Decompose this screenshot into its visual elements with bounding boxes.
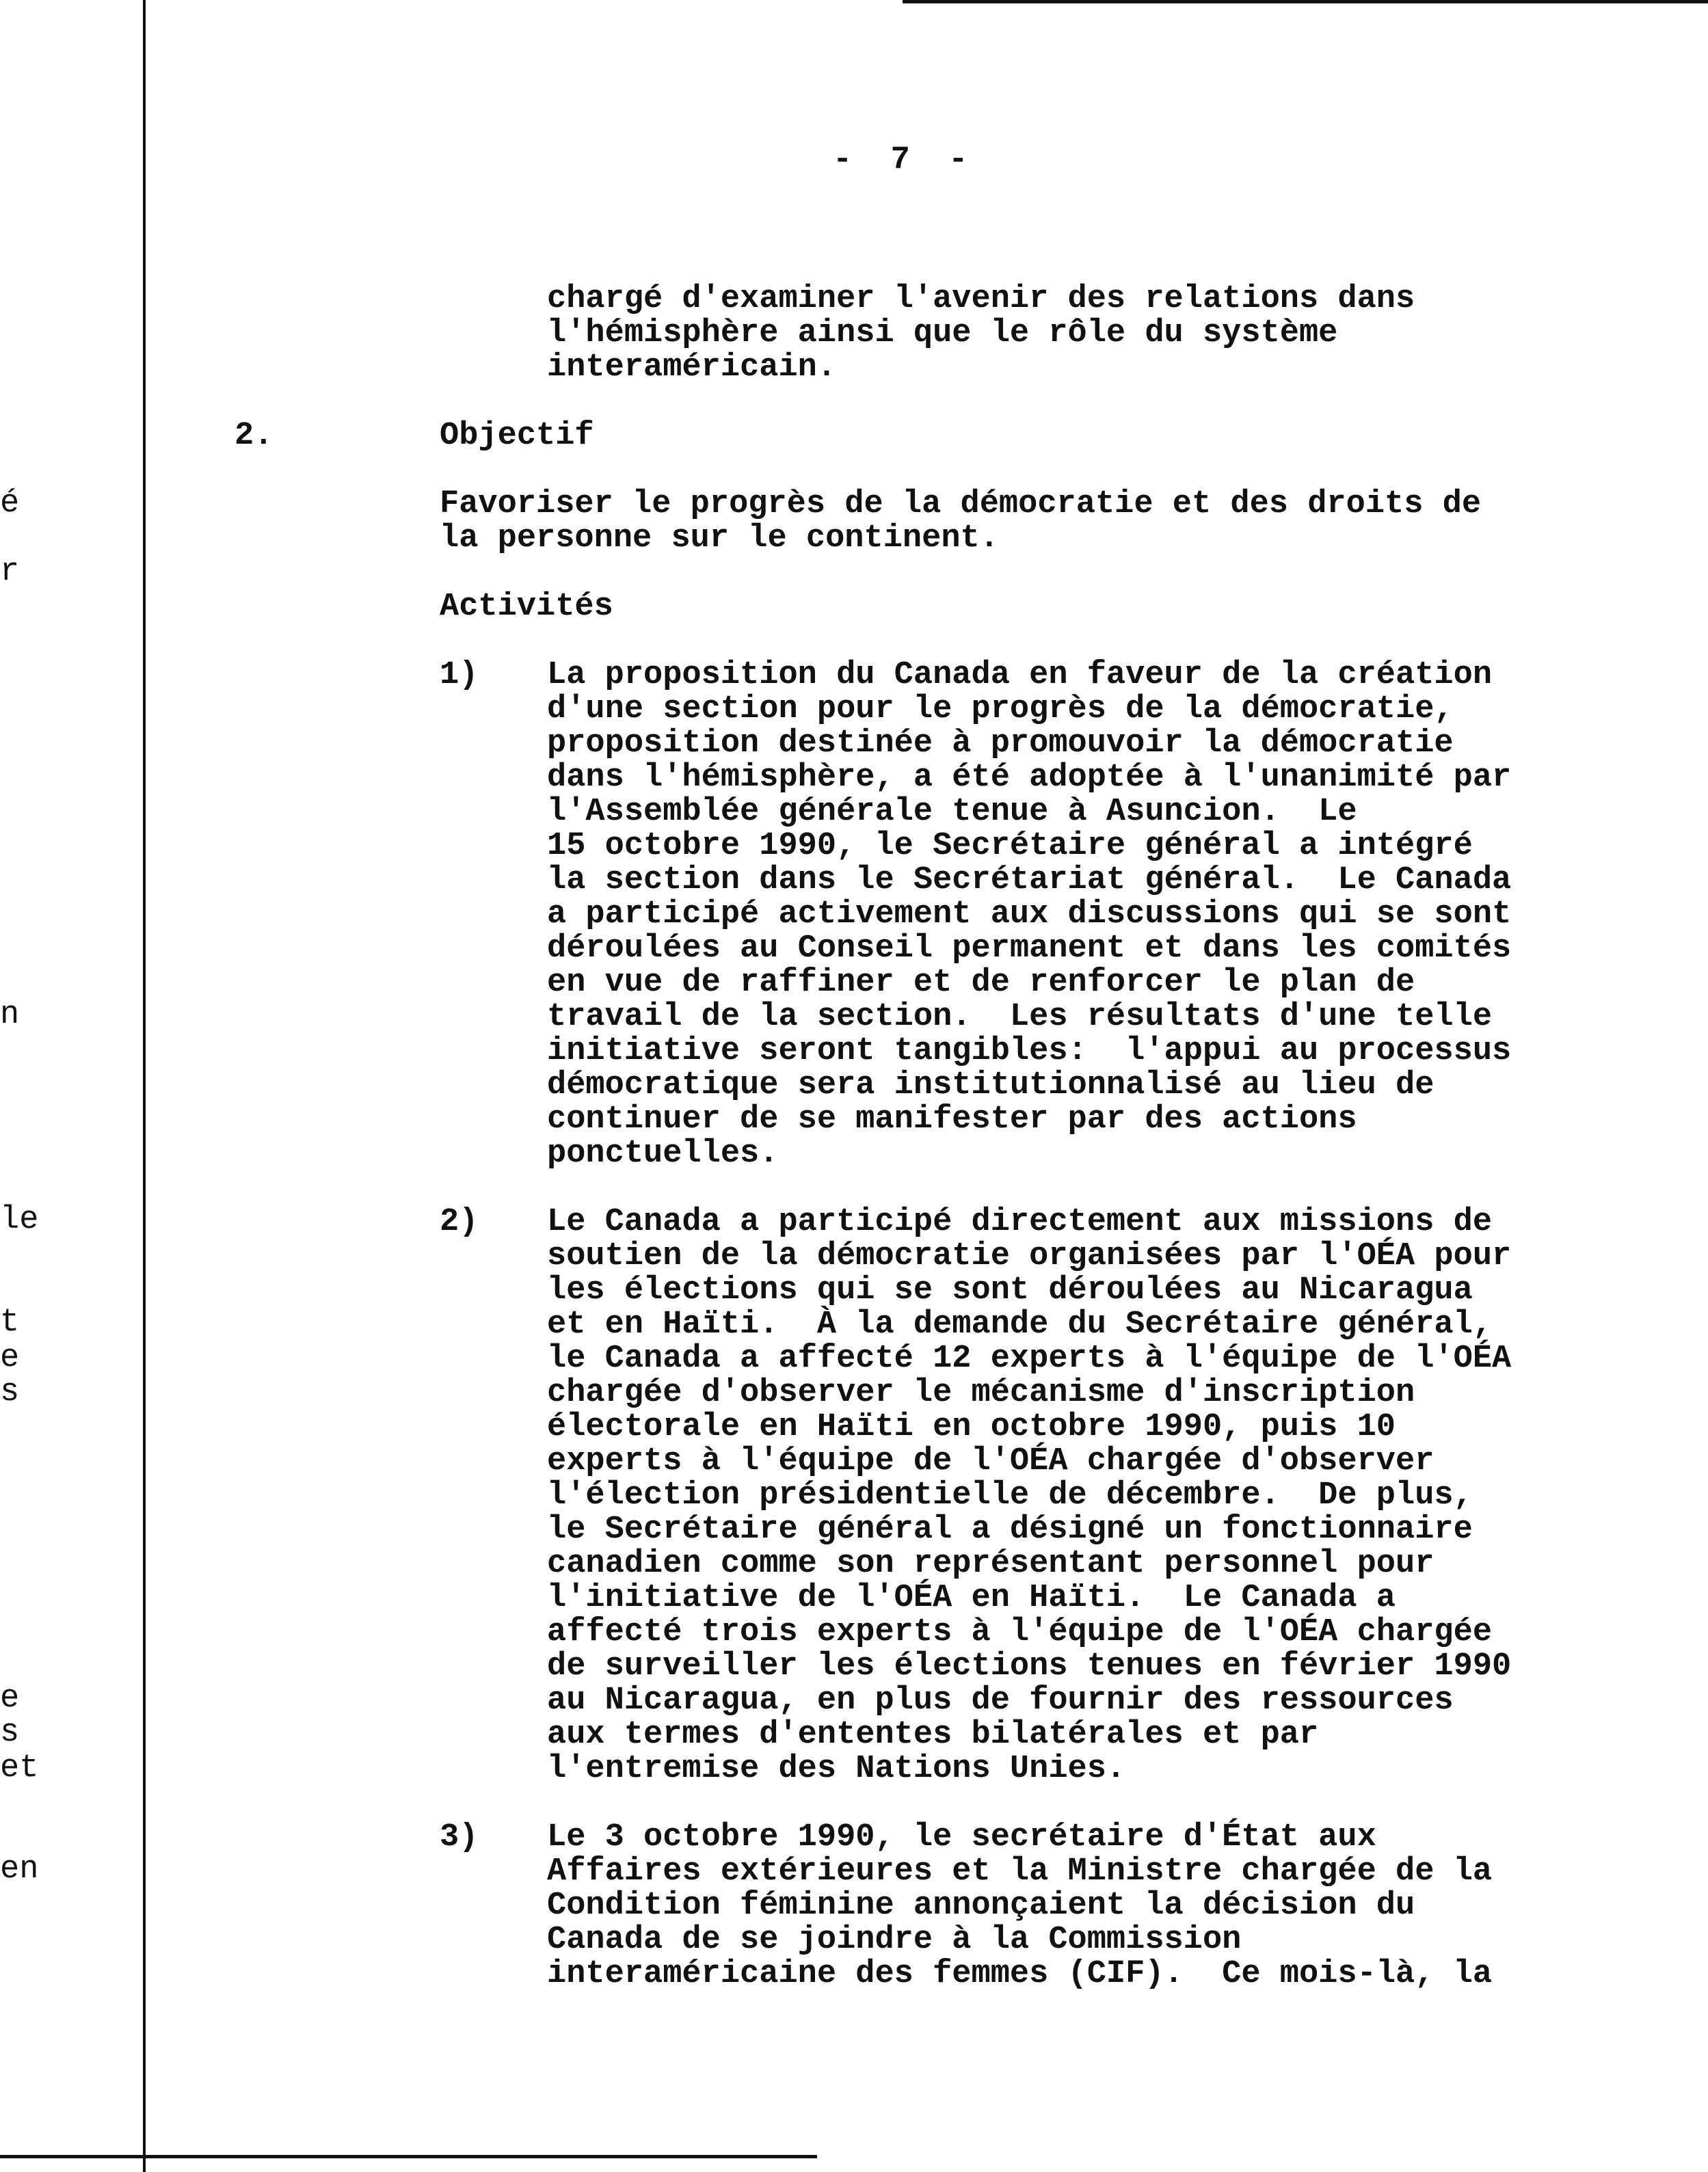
bottom-border-line [0,2155,817,2158]
activity-marker: 1) [440,657,479,693]
activity-line: l'élection présidentielle de décembre. De plus, [547,1477,1473,1514]
activity-line: Condition féminine annonçaient la décision du [547,1888,1415,1924]
activity-line: dans l'hémisphère, a été adoptée à l'unanimité par [547,760,1512,796]
activity-line: en vue de raffiner et de renforcer le plan de [547,965,1415,1001]
activity-line: soutien de la démocratie organisées par l'OÉA pour [547,1238,1512,1274]
activity-line: initiative seront tangibles: l'appui au processus [547,1033,1512,1069]
activity-line: interaméricaine des femmes (CIF). Ce mois-là, la [547,1956,1493,1992]
activity-line: travail de la section. Les résultats d'une telle [547,999,1493,1035]
margin-fragment: s [0,1374,20,1410]
margin-fragment: et [0,1750,39,1786]
activity-marker: 3) [440,1819,479,1855]
activity-line: et en Haïti. À la demande du Secrétaire général, [547,1306,1493,1343]
activity-line: l'initiative de l'OÉA en Haïti. Le Canada a [547,1580,1396,1616]
activity-line: les élections qui se sont déroulées au Nicaragua [547,1272,1473,1309]
activity-line: experts à l'équipe de l'OÉA chargée d'observer [547,1443,1435,1479]
intro-line: l'hémisphère ainsi que le rôle du système [547,315,1338,351]
activity-paragraph [547,658,1511,1171]
activity-line: déroulées au Conseil permanent et dans les comités [547,930,1512,967]
margin-fragment: t [0,1304,20,1341]
activity-line: le Secrétaire général a désigné un fonctionnaire [547,1512,1473,1548]
top-border-line [903,0,1708,3]
activity-line: affecté trois experts à l'équipe de l'OÉA chargée [547,1614,1493,1650]
activity-marker: 2) [440,1204,479,1240]
section-title: Objectif [440,418,594,454]
margin-fragment: le [0,1202,39,1238]
margin-fragment: e [0,1340,20,1376]
intro-paragraph [547,282,1415,385]
activity-line: la section dans le Secrétariat général. Le Canada [547,862,1512,898]
activity-line: Le Canada a participé directement aux missions de [547,1204,1493,1240]
activity-line: d'une section pour le progrès de la démocratie, [547,691,1454,727]
intro-line: chargé d'examiner l'avenir des relations dans [547,281,1415,317]
section-number: 2. [235,418,273,454]
activities-heading: Activités [440,589,613,625]
margin-fragment: n [0,997,20,1033]
activity-paragraph [547,1205,1511,1786]
activity-line: a participé activement aux discussions qui se sont [547,896,1512,933]
activity-line: Affaires extérieures et la Ministre chargée de la [547,1853,1493,1890]
objective-paragraph [440,487,1481,556]
activity-line: le Canada a affecté 12 experts à l'équipe de l'OÉA [547,1341,1512,1377]
activity-line: 15 octobre 1990, le Secrétaire général a intégré [547,828,1473,864]
activity-line: continuer de se manifester par des actions [547,1101,1357,1138]
activity-line: chargée d'observer le mécanisme d'inscription [547,1375,1415,1411]
activity-line: électorale en Haïti en octobre 1990, puis 10 [547,1409,1396,1445]
activity-line: de surveiller les élections tenues en février 1990 [547,1648,1512,1685]
margin-fragment: s [0,1715,20,1751]
activity-line: ponctuelles. [547,1136,779,1172]
margin-fragment: r [0,554,20,590]
intro-line: interaméricain. [547,349,837,386]
activity-line: Canada de se joindre à la Commission [547,1922,1242,1958]
objective-line: la personne sur le continent. [440,520,999,557]
activity-line: l'entremise des Nations Unies. [547,1751,1126,1787]
page-number: - 7 - [833,142,968,178]
margin-fragment: é [0,485,20,522]
activity-line: Le 3 octobre 1990, le secrétaire d'État aux [547,1819,1376,1855]
activity-line: au Nicaragua, en plus de fournir des ressources [547,1682,1454,1719]
objective-line: Favoriser le progrès de la démocratie et des droits de [440,486,1482,522]
margin-fragment: en [0,1851,39,1888]
activity-line: proposition destinée à promouvoir la démocratie [547,725,1454,762]
activity-line: aux termes d'ententes bilatérales et par [547,1717,1319,1753]
activity-paragraph [547,1821,1492,1992]
activity-line: démocratique sera institutionnalisé au lieu de [547,1067,1435,1103]
activity-line: l'Assemblée générale tenue à Asuncion. Le [547,794,1357,830]
left-border-line [143,0,146,2172]
margin-fragment: e [0,1680,20,1717]
activity-line: canadien comme son représentant personnel pour [547,1546,1435,1582]
activity-line: La proposition du Canada en faveur de la création [547,657,1493,693]
